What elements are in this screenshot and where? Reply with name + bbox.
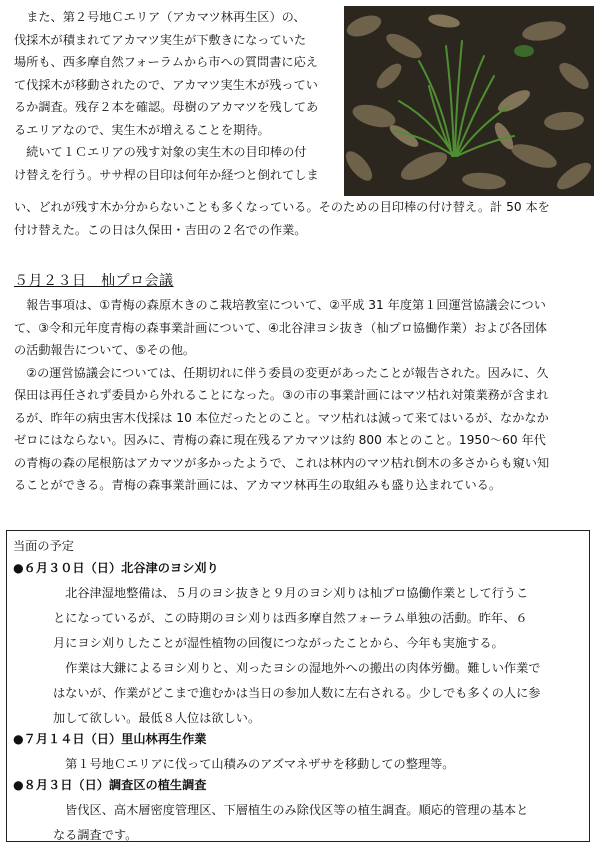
event-1-line-6: 加して欲しい。最低８人位は欲しい。 bbox=[53, 711, 261, 725]
event-2-heading: ●７月１４日（日）里山林再生作業 bbox=[13, 732, 207, 746]
event-1-heading: ●６月３０日（日）北谷津のヨシ刈り bbox=[13, 561, 219, 575]
event-1-line-5: はないが、作業がどこまで進むかは当日の参加人数に左右される。少しでも多くの人に参 bbox=[53, 686, 541, 700]
intro-wide-line-2: 付け替えた。この日は久保田・吉田の２名での作業。 bbox=[14, 222, 307, 237]
intro-line-3: 場所も、西多摩自然フォーラムから市への質問書に応え bbox=[14, 55, 318, 69]
photo-illustration bbox=[344, 6, 594, 196]
intro-paragraph-continued bbox=[14, 196, 592, 241]
event-2-body bbox=[53, 752, 579, 777]
intro-line-6: るエリアなので、実生木が増えることを期待。 bbox=[14, 122, 270, 137]
event-2-line-1: 第１号地Ｃエリアに伐って山積みのアズマネザサを移動しての整理等。 bbox=[53, 757, 455, 771]
event-3-line-1: 皆伐区、高木層密度管理区、下層植生のみ除伐区等の植生調査。順応的管理の基本と bbox=[53, 803, 529, 817]
event-1-line-4: 作業は大鎌によるヨシ刈りと、刈ったヨシの湿地外への搬出の肉体労働。難しい作業で bbox=[53, 661, 541, 675]
meeting-line-7: ゼロにはならない。因みに、青梅の森に現在残るアカマツは約 800 本とのこと。1950〜60 年代 bbox=[14, 433, 546, 447]
event-3-heading: ●８月３日（日）調査区の植生調査 bbox=[13, 778, 207, 792]
meeting-line-3: の活動報告について、⑤その他。 bbox=[14, 343, 196, 357]
schedule-box bbox=[6, 530, 590, 842]
event-3-line-2: なる調査です。 bbox=[53, 828, 138, 842]
schedule-title: 当面の予定 bbox=[13, 539, 74, 553]
meeting-body bbox=[14, 294, 592, 497]
intro-line-1: また、第２号地Ｃエリア（アカマツ林再生区）の、 bbox=[14, 10, 306, 24]
intro-paragraph bbox=[14, 6, 332, 186]
meeting-line-5: 保田は再任されず委員から外れることになった。③の市の事業計画にはマツ枯れ対策業務が含まれ bbox=[14, 388, 549, 402]
meeting-line-1: 報告事項は、①青梅の森原木きのこ栽培教室について、②平成 31 年度第１回運営協議会につい bbox=[14, 298, 546, 312]
event-3-body bbox=[53, 798, 579, 848]
event-1-line-1: 北谷津湿地整備は、５月のヨシ抜きと９月のヨシ刈りは杣プロ協働作業として行うこ bbox=[53, 586, 529, 600]
meeting-line-2: て、③令和元年度青梅の森事業計画について、④北谷津ヨシ抜き（杣プロ協働作業）および各団体 bbox=[14, 320, 547, 335]
intro-wide-line-1: い、どれが残す木か分からないことも多くなっている。そのための目印棒の付け替え。計 50 本を bbox=[14, 200, 550, 214]
meeting-heading: ５月２３日 杣プロ会議 bbox=[14, 273, 174, 289]
meeting-line-8: の青梅の森の尾根筋はアカマツが多かったようで、これは林内のマツ枯れ倒木の多さからも窺い知 bbox=[14, 455, 550, 470]
intro-line-4: て伐採木が移動されたので、アカマツ実生木が残ってい bbox=[14, 77, 318, 92]
intro-line-7: 続いて１Ｃエリアの残す対象の実生木の目印棒の付 bbox=[14, 145, 307, 159]
meeting-line-6: るが、昨年の病虫害木伐採は 10 本位だったとのこと。マツ枯れは減って来てはいるが、なかなか bbox=[14, 410, 549, 425]
event-1-line-2: とになっているが、この時期のヨシ刈りは西多摩自然フォーラム単独の活動。昨年、６ bbox=[53, 611, 528, 625]
intro-line-5: るか調査。残存２本を確認。母樹のアカマツを残してあ bbox=[14, 100, 319, 114]
meeting-line-4: ②の運営協議会については、任期切れに伴う委員の変更があったことが報告された。因みに、久 bbox=[14, 365, 549, 380]
meeting-line-9: ることができる。青梅の森事業計画には、アカマツ林再生の取組みも盛り込まれている。 bbox=[14, 478, 502, 492]
pine-seedling-photo bbox=[344, 6, 594, 196]
event-1-body bbox=[53, 581, 579, 731]
intro-line-2: 伐採木が積まれてアカマツ実生が下敷きになっていた bbox=[14, 32, 307, 47]
intro-line-8: け替えを行う。ササ桿の目印は何年か経つと倒れてしま bbox=[14, 167, 319, 182]
event-1-line-3: 月にヨシ刈りしたことが湿性植物の回復につながったことから、今年も実施する。 bbox=[53, 636, 504, 650]
